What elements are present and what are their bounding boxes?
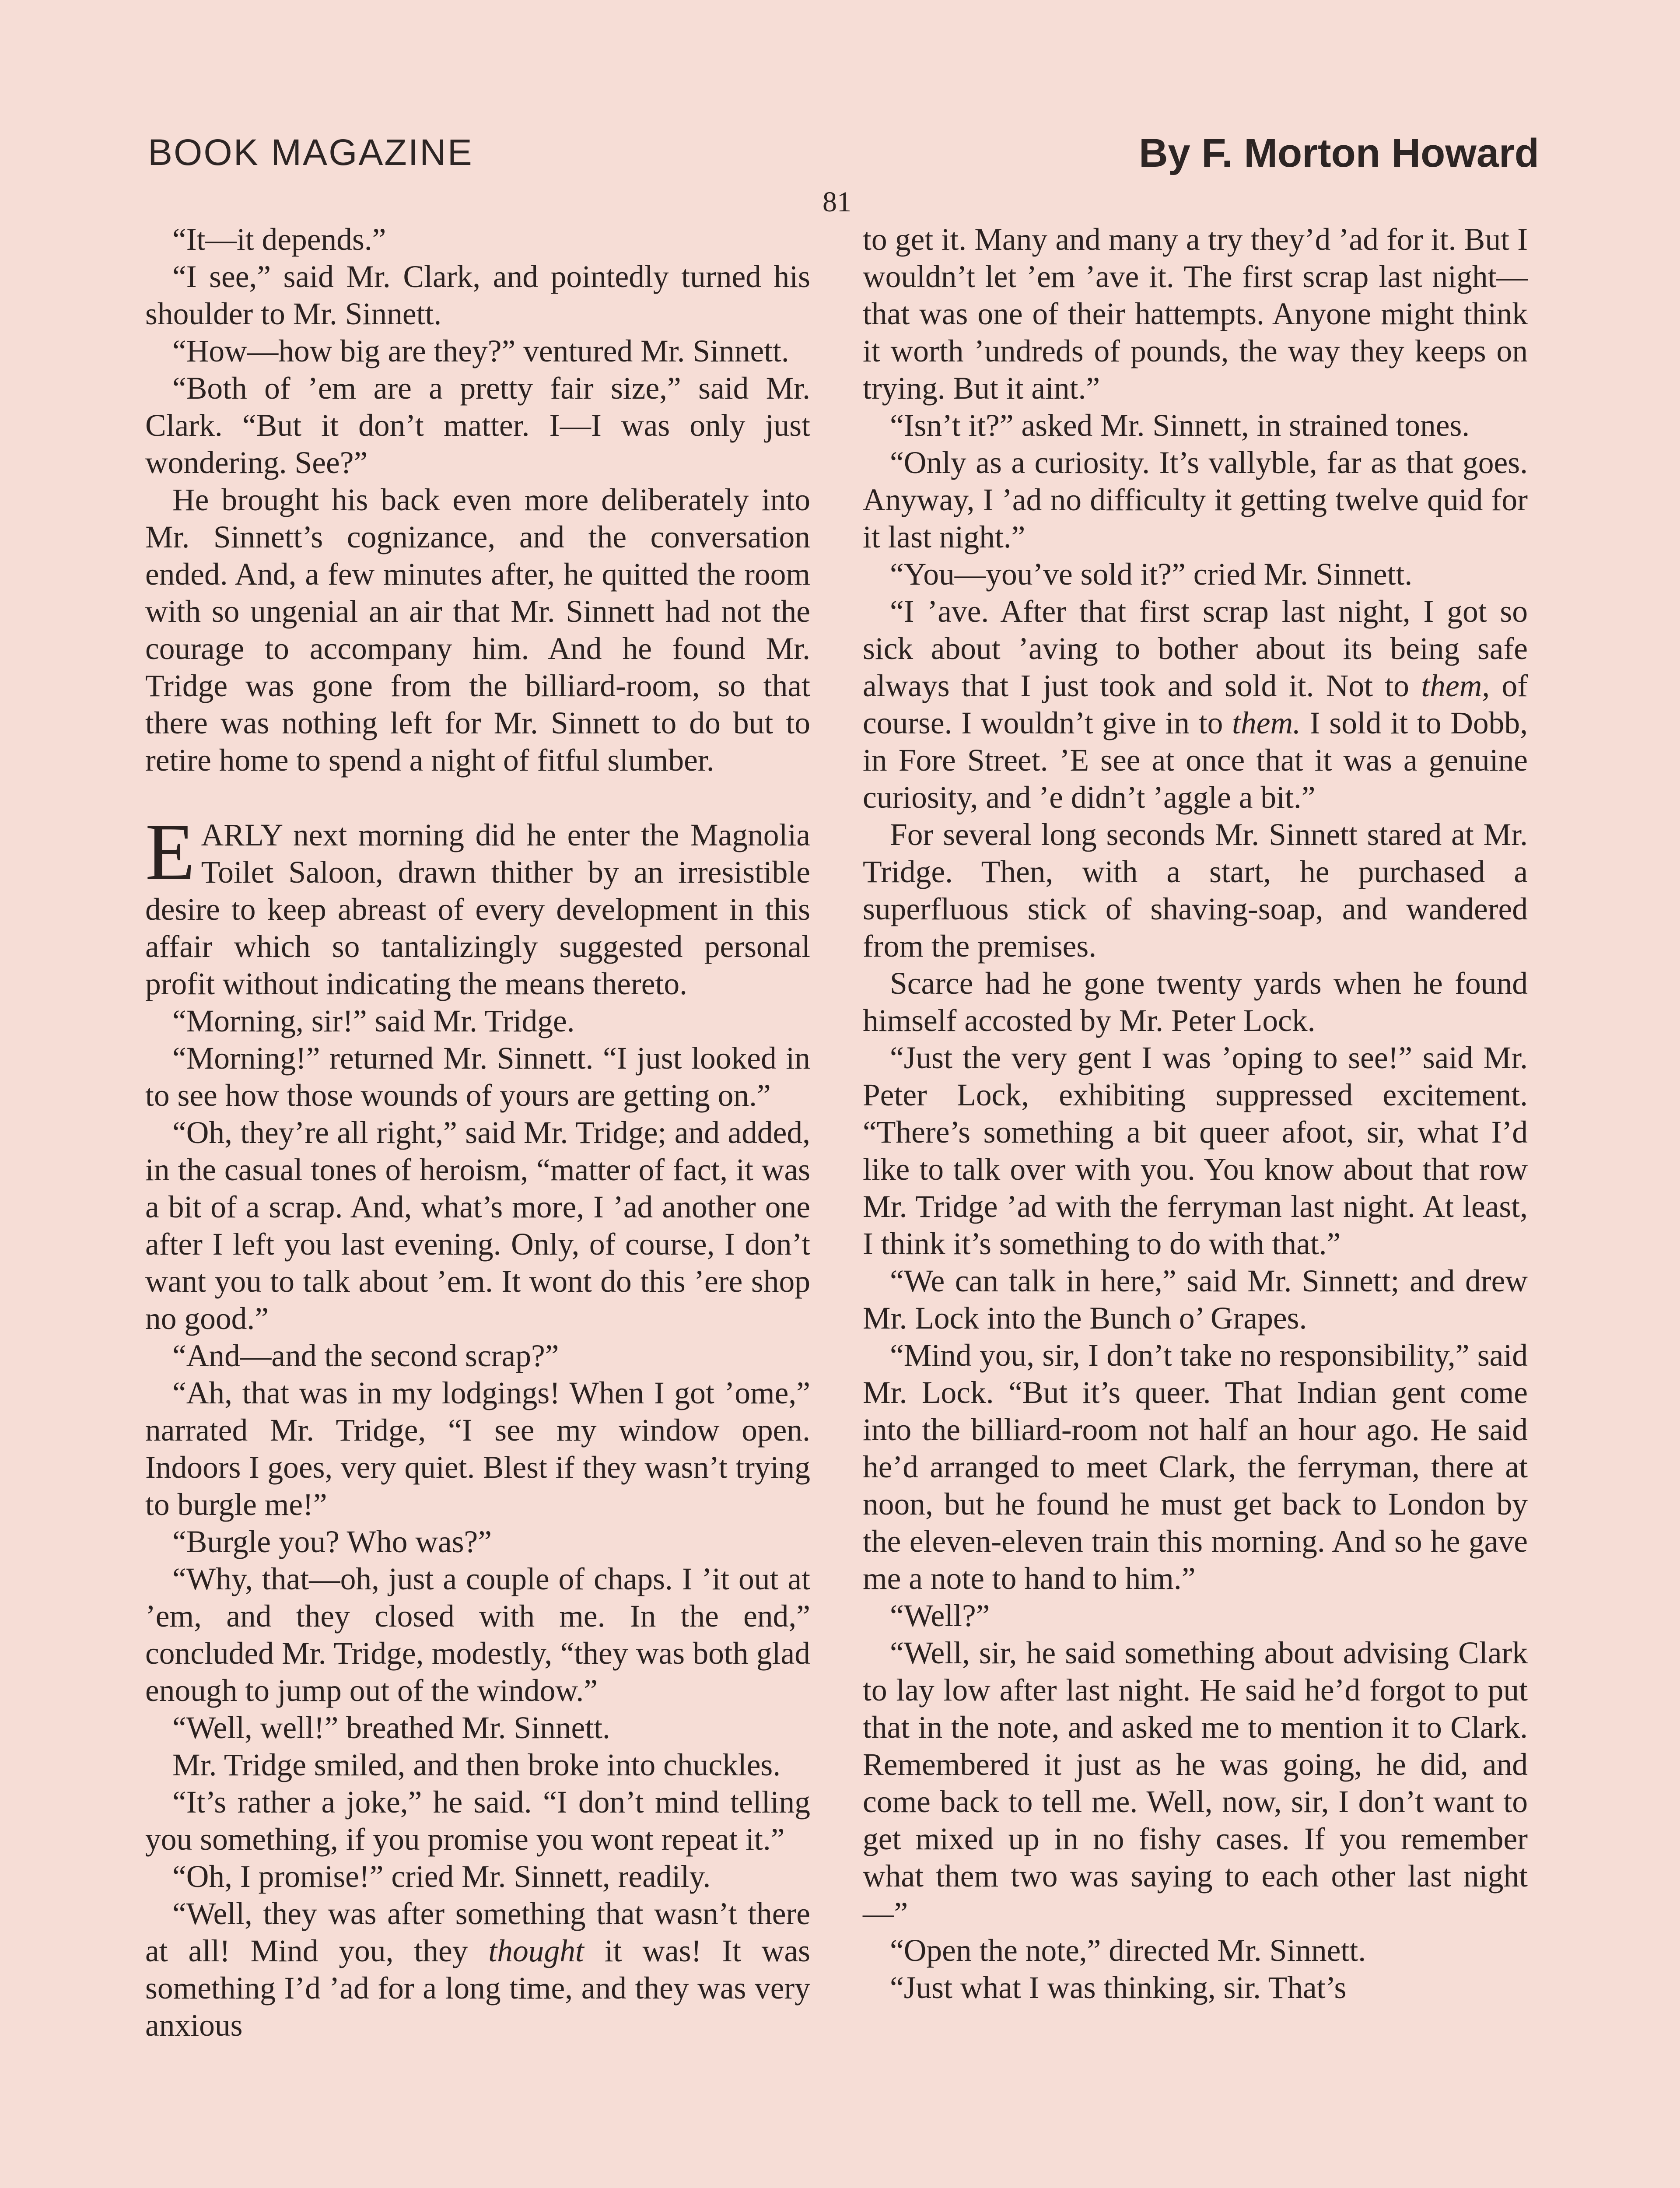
paragraph: “And—and the second scrap?” [172,1339,559,1373]
paragraph: “Only as a curiosity. It’s vallyble, far as that goes. Anyway, I ’ad no difficulty it getting twelve quid for it last night.” [863,445,1528,554]
paragraph: “You—you’ve sold it?” cried Mr. Sinnett. [890,557,1413,592]
paragraph: “Why, that—oh, just a couple of chaps. I ’it out at ’em, and they closed with me. In the end,” concluded Mr. Tridge, modestly, “they was both glad enough to jump out of the window.” [145,1562,810,1708]
paragraph: “Well, well!” breathed Mr. Sinnett. [172,1711,610,1745]
paragraph: “Isn’t it?” asked Mr. Sinnett, in strained tones. [890,408,1470,443]
paragraph: “It’s rather a joke,” he said. “I don’t mind telling you something, if you promise you wont repeat it.” [145,1785,810,1857]
paragraph [863,593,1528,816]
paragraph: “It—it depends.” [172,222,386,257]
paragraph: “Just what I was thinking, sir. That’s [890,1971,1347,2005]
paragraph: “Well?” [890,1599,990,1633]
right-column [863,221,1528,2006]
text-run: “I ’ave. After that first scrap last night, I got so sick about ’aving to bother about its being safe always that I just took and sold it. Not to [863,594,1528,703]
text-run: it was! It was something I’d ’ad for a long time, and they was very anxious [145,1934,811,2043]
paragraph: “I see,” said Mr. Clark, and pointedly turned his shoulder to Mr. Sinnett. [145,259,810,331]
italic-text: thought [488,1934,584,1968]
paragraph: “Mind you, sir, I don’t take no responsibility,” said Mr. Lock. “But it’s queer. That Indian gent come into the billiard-room not half an hour ago. He said he’d arranged to meet Clark, the ferryman, there at noon, but he found he must get back to London by the eleven-eleven train this morning. And so he gave me a note to hand to him.” [863,1338,1528,1596]
magazine-title: BOOK MAGAZINE [148,132,473,173]
paragraph: For several long seconds Mr. Sinnett stared at Mr. Tridge. Then, with a start, he purchased a superfluous stick of shaving-soap, and wandered from the premises. [863,817,1528,964]
drop-cap: E [145,807,195,897]
left-column [145,221,810,2044]
paragraph: He brought his back even more deliberately into Mr. Sinnett’s cognizance, and the conversation ended. And, a few minutes after, he quitted the room with so ungenial an air that Mr. Sinnett had not the courage to accompany him. And he found Mr. Tridge was gone from the billiard-room, so that there was nothing left for Mr. Sinnett to do but to retire home to spend a night of fitful slumber. [145,483,810,778]
paragraph: Scarce had he gone twenty yards when he found himself accosted by Mr. Peter Lock. [863,966,1528,1038]
paragraph: “Open the note,” directed Mr. Sinnett. [890,1933,1366,1968]
paragraph: Mr. Tridge smiled, and then broke into chuckles. [172,1748,781,1782]
paragraph [145,1895,810,2044]
section-lead-word: ARLY [201,818,282,852]
paragraph-continued: to get it. Many and many a try they’d ’ad for it. But I wouldn’t let ’em ’ave it. The first scrap last night—that was one of their hattempts. Anyone might think it worth ’undreds of pounds, the way they keeps on trying. But it aint.” [863,222,1528,406]
paragraph: “Morning!” returned Mr. Sinnett. “I just looked in to see how those wounds of yours are getting on.” [145,1041,810,1113]
text-run: I sold it to Dobb, in Fore Street. ’E see at once that it was a genuine curiosity, and ’e didn’t ’aggle a bit.” [863,706,1528,815]
paragraph: “Morning, sir!” said Mr. Tridge. [172,1004,575,1038]
paragraph: “Ah, that was in my lodgings! When I got ’ome,” narrated Mr. Tridge, “I see my window open. Indoors I goes, very quiet. Blest if they wasn’t trying to burgle me!” [145,1376,810,1522]
page-number: 81 [822,186,851,218]
italic-text: them. [1232,706,1301,740]
byline: By F. Morton Howard [1139,131,1539,175]
paragraph: “Oh, I promise!” cried Mr. Sinnett, readily. [172,1859,711,1894]
paragraph: “Burgle you? Who was?” [172,1525,492,1559]
section-text: next morning did he enter the Magnolia Toilet Saloon, drawn thither by an irresistible desire to keep abreast of every development in this affair which so tantalizingly suggested personal profit without indicating the means thereto. [145,818,810,1001]
paragraph: “Just the very gent I was ’oping to see!” said Mr. Peter Lock, exhibiting suppressed excitement. “There’s something a bit queer afoot, sir, what I’d like to talk over with you. You know about that row Mr. Tridge ’ad with the ferryman last night. At least, I think it’s something to do with that.” [863,1041,1528,1261]
paragraph: “We can talk in here,” said Mr. Sinnett; and drew Mr. Lock into the Bunch o’ Grapes. [863,1264,1528,1336]
paragraph: “Oh, they’re all right,” said Mr. Tridge; and added, in the casual tones of heroism, “matter of fact, it was a bit of a scrap. And, what’s more, I ’ad another one after I left you last evening. Only, of course, I don’t want you to talk about ’em. It wont do this ’ere shop no good.” [145,1115,810,1336]
text-run: of course. I wouldn’t give in to [863,669,1528,740]
section-start-paragraph [145,807,810,1003]
italic-text: them, [1421,669,1490,703]
paragraph: “Well, sir, he said something about advising Clark to lay low after last night. He said he’d forgot to put that in the note, and asked me to mention it to Clark. Remembered it just as he was going, he did, and come back to tell me. Well, now, sir, I don’t want to get mixed up in no fishy cases. If you remember what them two was saying to each other last night—” [863,1636,1528,1931]
paragraph: “How—how big are they?” ventured Mr. Sinnett. [172,334,789,368]
text-run: “Well, they was after something that wasn’t there at all! Mind you, they [145,1897,810,1968]
paragraph: “Both of ’em are a pretty fair size,” said Mr. Clark. “But it don’t matter. I—I was only just wondering. See?” [145,371,810,480]
